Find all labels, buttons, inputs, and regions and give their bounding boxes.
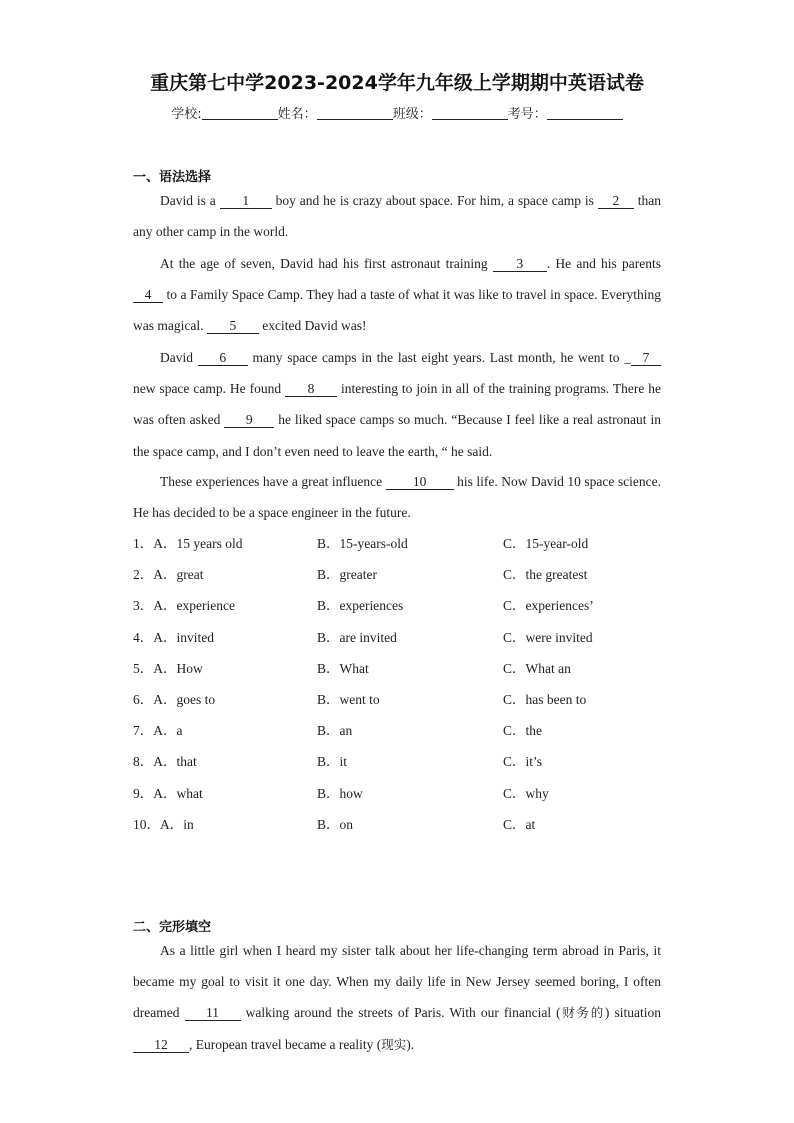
option-c[interactable]: C．it’s xyxy=(503,754,543,770)
passage-text: his life. Now David 10 space science. He has decided to be a space engineer in the future. xyxy=(133,474,661,521)
name-label: 姓名： xyxy=(277,107,317,122)
option-row xyxy=(133,781,693,812)
blank-1: 1 xyxy=(220,194,272,209)
option-number: 5．A． xyxy=(133,660,177,676)
blank-8: 8 xyxy=(285,382,337,397)
passage-text: . He and his parents xyxy=(546,256,661,271)
option-c[interactable]: C．experiences’ xyxy=(503,598,594,614)
option-a-text[interactable]: How xyxy=(176,660,203,676)
option-a-text[interactable]: great xyxy=(176,567,204,583)
school-label: 学校: xyxy=(171,107,202,122)
option-a-text[interactable]: 15 years old xyxy=(176,536,243,551)
section-heading-cloze: 二、完形填空 xyxy=(133,920,212,935)
blank-2: 2 xyxy=(598,194,634,209)
name-blank[interactable] xyxy=(317,106,393,120)
option-a xyxy=(133,687,215,713)
option-c[interactable]: C．why xyxy=(503,785,549,801)
option-row xyxy=(133,749,693,780)
class-label: 班级： xyxy=(392,107,432,122)
passage-paragraph-1 xyxy=(133,185,661,247)
passage-text: David is a xyxy=(160,193,220,208)
option-a-text[interactable]: goes to xyxy=(176,691,216,707)
passage-text: walking around the streets of Paris. With our financial ( xyxy=(240,1005,561,1021)
cloze-paragraph-1 xyxy=(133,935,661,1060)
option-row xyxy=(133,562,693,593)
option-b[interactable]: B．experiences xyxy=(317,598,404,614)
passage-text: boy and he is crazy about space. For him, a space camp is xyxy=(271,193,598,208)
school-blank[interactable] xyxy=(202,106,278,120)
section-heading-grammar: 一、语法选择 xyxy=(133,170,212,185)
option-row xyxy=(133,593,693,624)
exam-no-blank[interactable] xyxy=(547,106,623,120)
option-number: 8．A． xyxy=(133,754,177,770)
passage-paragraph-4 xyxy=(133,466,661,528)
passage-text: than any other camp in the world. xyxy=(133,193,661,240)
option-row xyxy=(133,718,693,749)
option-a xyxy=(133,531,242,557)
passage-text: he liked space camps so much. “Because I feel like a real astronaut in the space camp, and I don’t even need to leave the earth, “ he said. xyxy=(133,412,661,459)
blank-12: 12 xyxy=(133,1038,189,1053)
exam-no-label: 考号： xyxy=(507,107,547,122)
option-row xyxy=(133,656,693,687)
passage-text: David xyxy=(160,350,198,365)
option-a-text[interactable]: that xyxy=(176,754,197,770)
passage-text: new space camp. He found xyxy=(133,381,286,397)
option-a xyxy=(133,812,194,838)
blank-4: 4 xyxy=(133,288,163,303)
option-a xyxy=(133,781,203,807)
option-b[interactable]: B．went to xyxy=(317,691,380,707)
option-a-text[interactable]: in xyxy=(183,816,194,832)
passage-text: to a Family Space Camp. They had a taste of what it was like to travel in space. Everything was magical. xyxy=(133,287,661,334)
passage-text: interesting to join in all of the training programs. There he was often asked xyxy=(133,381,661,428)
option-c[interactable]: C．has been to xyxy=(503,691,587,707)
option-number: 10．A． xyxy=(133,816,184,832)
option-a xyxy=(133,749,197,775)
option-a-text[interactable]: experience xyxy=(176,598,235,614)
option-row xyxy=(133,531,693,562)
option-c[interactable]: C．What an xyxy=(503,660,571,676)
chinese-gloss: 财务的 xyxy=(560,1005,605,1021)
option-number: 9．A． xyxy=(133,785,177,801)
blank-5: 5 xyxy=(207,319,259,334)
option-c[interactable]: C．were invited xyxy=(503,629,593,645)
option-c[interactable]: C．at xyxy=(503,816,536,832)
class-blank[interactable] xyxy=(432,106,508,120)
option-number: 7．A． xyxy=(133,723,177,739)
option-b[interactable]: B．on xyxy=(317,816,354,832)
option-a xyxy=(133,718,183,744)
passage-text: many space camps in the last eight years. Last month, he went to _ xyxy=(247,350,631,365)
option-a-text[interactable]: invited xyxy=(176,629,214,645)
exam-title: 重庆第七中学2023-2024学年九年级上学期期中英语试卷 xyxy=(150,72,644,94)
blank-3: 3 xyxy=(493,257,547,272)
option-b[interactable]: B．are invited xyxy=(317,629,397,645)
blank-7: 7 xyxy=(631,351,661,366)
passage-text: ). xyxy=(406,1036,415,1052)
option-b[interactable]: B．15-years-old xyxy=(317,536,408,551)
option-a-text[interactable]: a xyxy=(176,723,183,739)
option-b[interactable]: B．it xyxy=(317,754,348,770)
blank-10: 10 xyxy=(386,475,454,490)
blank-6: 6 xyxy=(198,351,248,366)
blank-11: 11 xyxy=(185,1006,241,1021)
passage-text: These experiences have a great influence xyxy=(160,474,386,489)
option-a-text[interactable]: what xyxy=(176,785,203,801)
option-number: 6．A． xyxy=(133,691,177,707)
option-number: 2．A． xyxy=(133,567,177,583)
passage-text: At the age of seven, David had his first astronaut training xyxy=(160,256,493,271)
passage-text: ) situation xyxy=(604,1005,661,1021)
blank-9: 9 xyxy=(224,413,274,428)
options-list xyxy=(133,531,693,843)
option-c[interactable]: C．the xyxy=(503,723,542,739)
chinese-gloss: 现实 xyxy=(381,1036,407,1052)
option-c[interactable]: C．15-year-old xyxy=(503,536,589,551)
option-a xyxy=(133,625,214,651)
option-a xyxy=(133,656,203,682)
option-row xyxy=(133,625,693,656)
option-c[interactable]: C．the greatest xyxy=(503,567,588,583)
passage-text: As a little girl when I heard my sister talk about her life-changing term abroad in Paris, it became my goal to visit it one day. When my daily life in New Jersey seemed boring, I often dreamed xyxy=(133,943,661,1021)
option-b[interactable]: B．how xyxy=(317,785,363,801)
option-row xyxy=(133,812,693,843)
option-b[interactable]: B．an xyxy=(317,723,353,739)
option-number: 4．A． xyxy=(133,629,177,645)
passage-text: , European travel became a reality ( xyxy=(189,1036,382,1052)
student-info-line xyxy=(0,103,794,122)
option-number: 1．A． xyxy=(133,536,177,551)
passage-text: excited David was! xyxy=(258,318,367,334)
passage-paragraph-3 xyxy=(133,342,661,467)
option-number: 3．A． xyxy=(133,598,177,614)
option-a xyxy=(133,593,235,619)
passage-paragraph-2 xyxy=(133,248,661,342)
option-b[interactable]: B．greater xyxy=(317,567,377,583)
option-row xyxy=(133,687,693,718)
option-a xyxy=(133,562,203,588)
option-b[interactable]: B．What xyxy=(317,660,369,676)
